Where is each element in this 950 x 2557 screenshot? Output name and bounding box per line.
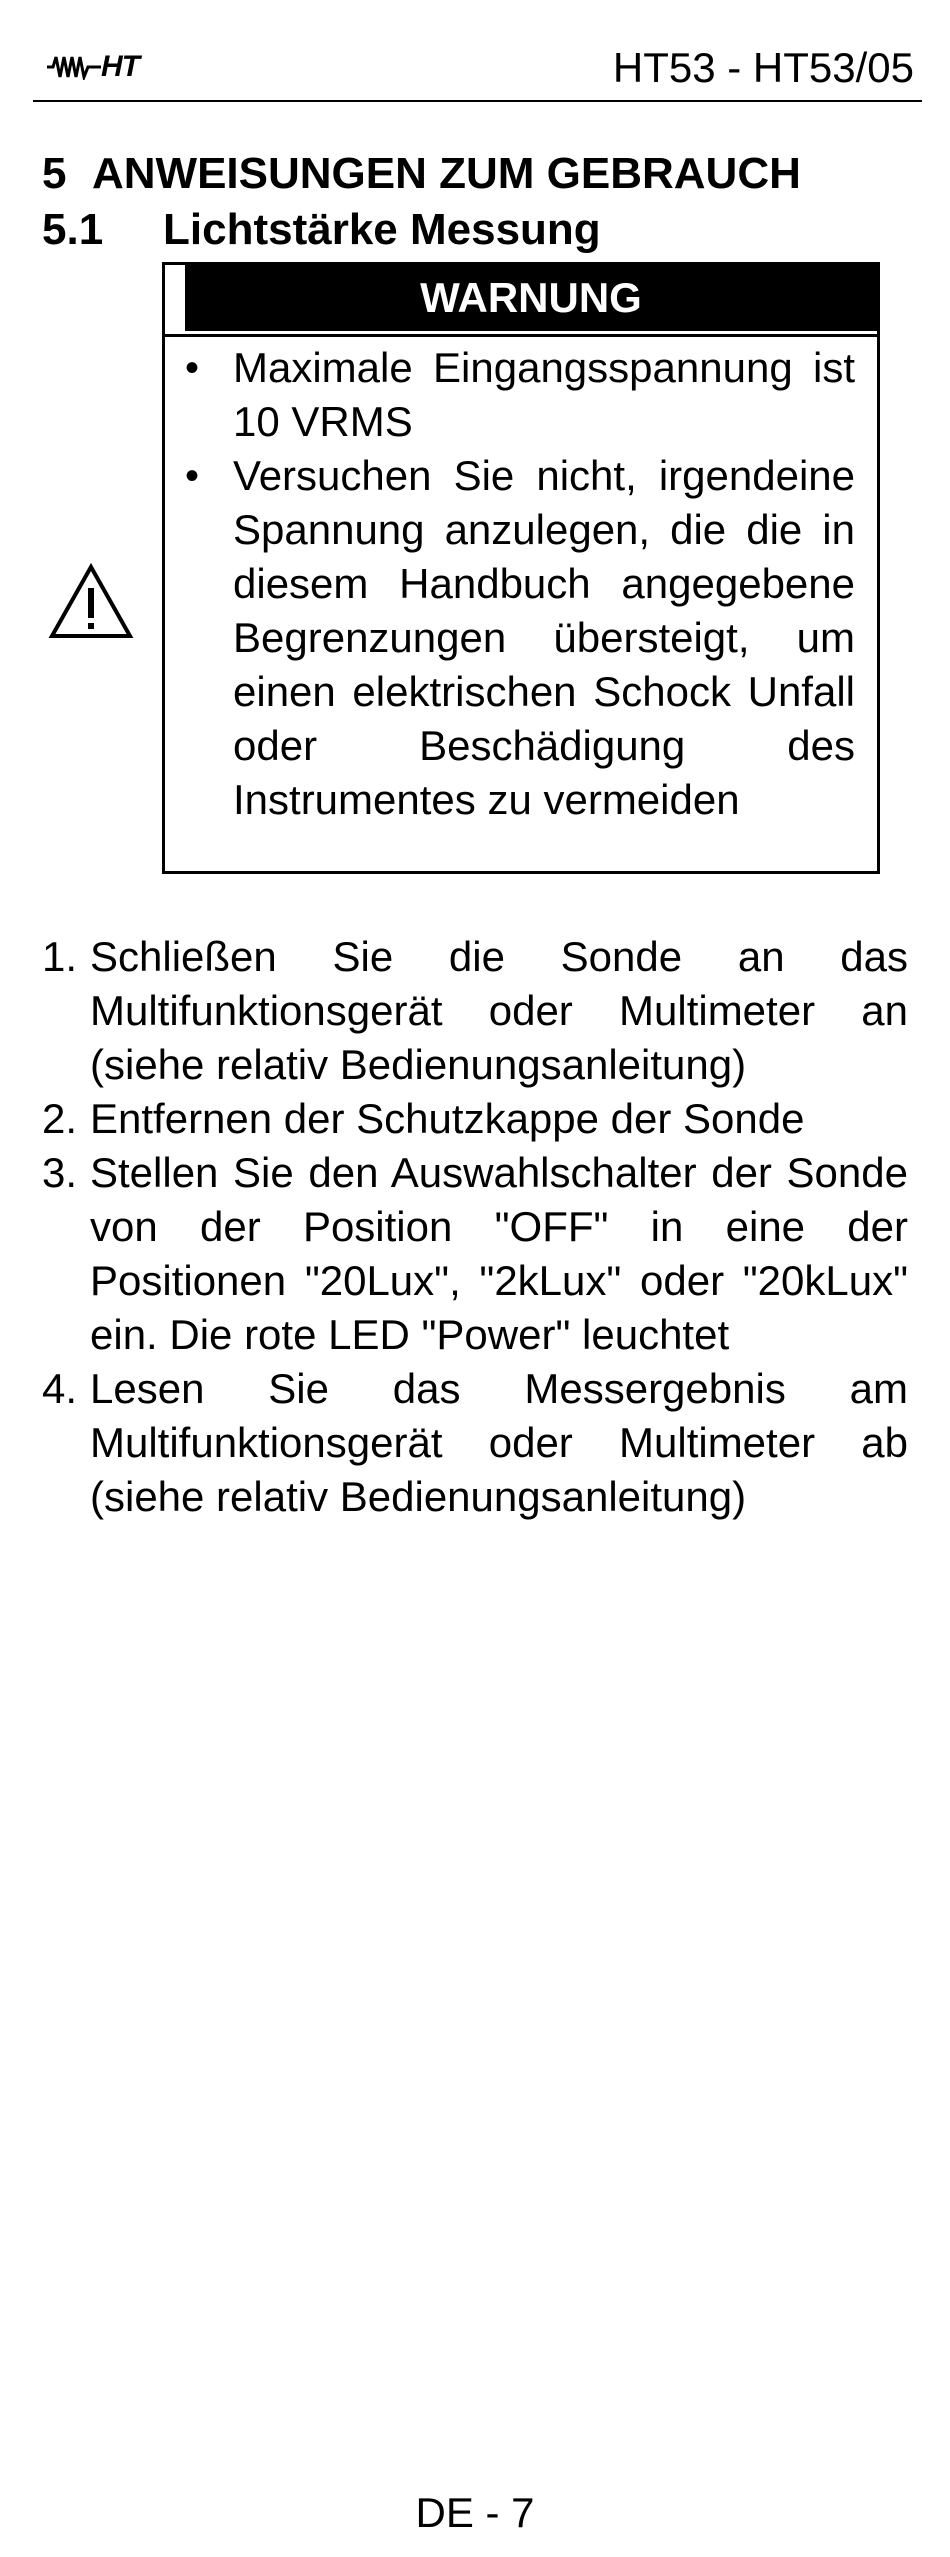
step-number: 3. [42,1149,78,1196]
ht-logo [47,50,157,84]
section-title: ANWEISUNGEN ZUM GEBRAUCH [92,149,801,198]
subsection-heading [42,204,601,256]
warning-list [165,334,877,871]
step-item [42,930,908,1092]
step-item [42,1362,908,1524]
step-number: 2. [42,1095,78,1142]
step-number: 1. [42,933,78,980]
step-item [42,1146,908,1362]
subsection-number: 5.1 [42,205,104,254]
warning-item-text: Maximale Eingangsspannung ist 10 VRMS [233,344,855,445]
warning-item-text: Versuchen Sie nicht, irgendeine Spannung anzulegen, die die in diesem Handbuch angegebene Begrenzungen übersteigt, um einen elektrischen Schock Unfall oder Beschädigung des Instrumentes zu vermeiden [233,452,855,823]
warning-triangle-icon [48,562,134,642]
section-heading [42,148,801,200]
warning-box [162,262,880,874]
step-text: Entfernen der Schutzkappe der Sonde [90,1095,805,1142]
step-text: Lesen Sie das Messergebnis am Multifunktionsgerät oder Multimeter ab (siehe relativ Bedienungsanleitung) [90,1365,908,1520]
page-number: DE - 7 [415,2489,535,2536]
subsection-title: Lichtstärke Messung [163,205,601,254]
bullet-icon: • [185,346,200,390]
waveform-icon [47,54,101,80]
step-number: 4. [42,1365,78,1412]
logo-text: HT [101,50,139,83]
step-item [42,1092,908,1146]
instruction-steps [42,930,908,1524]
step-text: Stellen Sie den Auswahlschalter der Sonde von der Position "OFF" in eine der Positionen "20Lux", "2kLux" oder "20kLux" ein. Die rote LED "Power" leuchtet [90,1149,908,1358]
section-number: 5 [42,149,67,198]
step-text: Schließen Sie die Sonde an das Multifunktionsgerät oder Multimeter an (siehe relativ Bedienungsanleitung) [90,933,908,1088]
warning-title: WARNUNG [185,265,877,331]
document-code: HT53 - HT53/05 [612,44,914,91]
page-header [33,40,922,102]
bullet-icon: • [185,454,200,498]
